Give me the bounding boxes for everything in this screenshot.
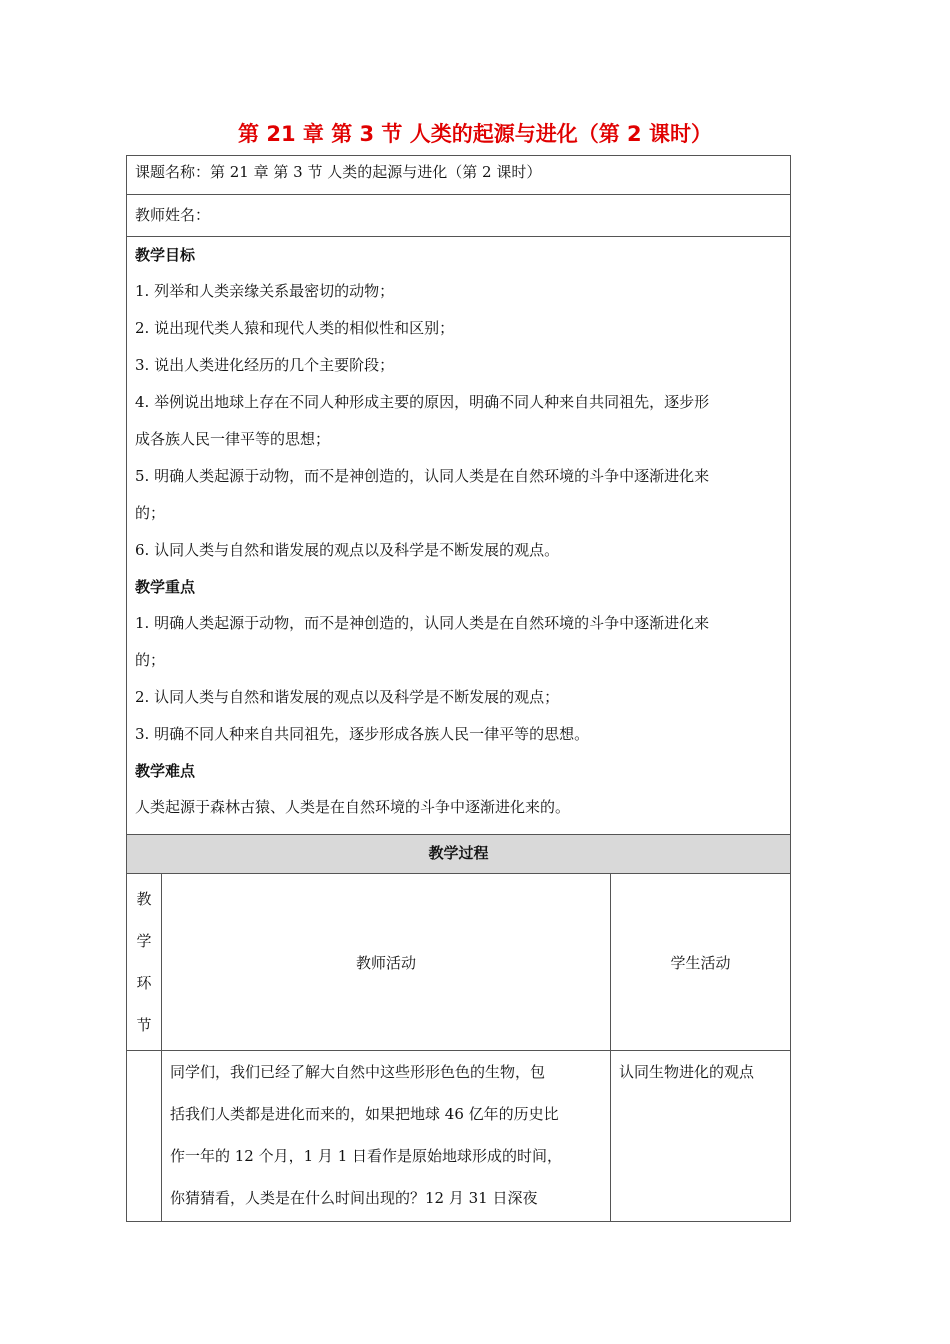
process-column-header-row xyxy=(127,874,791,1051)
key-point-line: 3. 明确不同人种来自共同祖先，逐步形成各族人民一律平等的思想。 xyxy=(135,725,590,743)
key-point-line: 1. 明确人类起源于动物，而不是神创造的，认同人类是在自然环境的斗争中逐渐进化来 xyxy=(135,614,710,632)
goals-row xyxy=(127,237,791,835)
key-points-heading: 教学重点 xyxy=(135,578,196,596)
stage-cell xyxy=(127,1051,162,1222)
goal-line: 2. 说出现代类人猿和现代人类的相似性和区别； xyxy=(135,319,455,337)
goal-line: 6. 认同人类与自然和谐发展的观点以及科学是不断发展的观点。 xyxy=(135,541,560,559)
stage-char: 环 xyxy=(136,974,152,992)
goals-heading: 教学目标 xyxy=(135,246,196,264)
difficulty-text: 人类起源于森林古猿、人类是在自然环境的斗争中逐渐进化来的。 xyxy=(135,798,571,816)
goal-line: 1. 列举和人类亲缘关系最密切的动物； xyxy=(135,282,395,300)
stage-char: 学 xyxy=(136,932,152,950)
process-row xyxy=(127,1051,791,1222)
teacher-name: 教师姓名： xyxy=(127,195,791,237)
difficulty-heading: 教学难点 xyxy=(135,762,196,780)
goal-line: 的； xyxy=(135,504,166,522)
key-point-line: 的； xyxy=(135,651,166,669)
teacher-name-row xyxy=(127,195,791,237)
key-point-line: 2. 认同人类与自然和谐发展的观点以及科学是不断发展的观点； xyxy=(135,688,560,706)
teacher-activity-cell xyxy=(162,1051,611,1222)
process-heading: 教学过程 xyxy=(127,835,791,874)
teacher-activity-line: 作一年的 12 个月，1 月 1 日看作是原始地球形成的时间， xyxy=(170,1147,563,1165)
course-name: 课题名称：第 21 章 第 3 节 人类的起源与进化（第 2 课时） xyxy=(127,156,791,195)
course-name-row xyxy=(127,156,791,195)
teacher-activity-header: 教师活动 xyxy=(162,874,611,1051)
goal-line: 成各族人民一律平等的思想； xyxy=(135,430,331,448)
stage-column-header xyxy=(127,874,162,1051)
process-heading-row xyxy=(127,835,791,874)
goal-line: 4. 举例说出地球上存在不同人种形成主要的原因，明确不同人种来自共同祖先，逐步形 xyxy=(135,393,710,411)
goal-line: 5. 明确人类起源于动物，而不是神创造的，认同人类是在自然环境的斗争中逐渐进化来 xyxy=(135,467,710,485)
student-activity-header: 学生活动 xyxy=(611,874,791,1051)
stage-char: 教 xyxy=(136,890,152,908)
lesson-plan-table xyxy=(126,155,791,1222)
document-title: 第 21 章 第 3 节 人类的起源与进化（第 2 课时） xyxy=(238,122,712,146)
stage-char: 节 xyxy=(136,1016,152,1034)
teacher-activity-line: 同学们，我们已经了解大自然中这些形形色色的生物，包 xyxy=(170,1063,546,1081)
student-activity-cell: 认同生物进化的观点 xyxy=(611,1051,791,1222)
teacher-activity-line: 括我们人类都是进化而来的，如果把地球 46 亿年的历史比 xyxy=(170,1105,559,1123)
goals-cell xyxy=(127,237,791,835)
teacher-activity-line: 你猜猜看，人类是在什么时间出现的？12 月 31 日深夜 xyxy=(170,1189,538,1207)
goal-line: 3. 说出人类进化经历的几个主要阶段； xyxy=(135,356,395,374)
